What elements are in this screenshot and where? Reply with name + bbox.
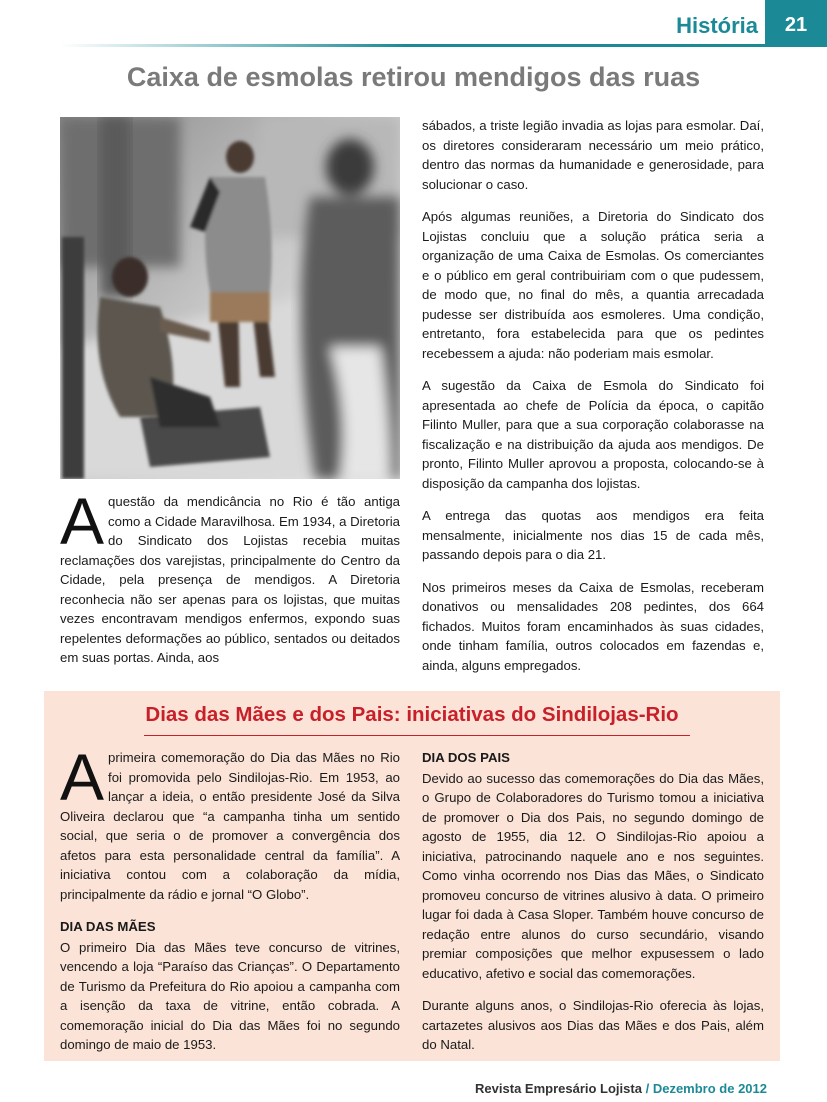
paragraph: Após algumas reuniões, a Diretoria do Sindicato dos Lojistas concluiu que a solução prática seria a organização de uma Caixa de Esmolas. Os comerciantes e o público em geral contribuiriam com o que pudessem, de modo que, no final do mês, a quantia arrecadada pudesse ser distribuída aos esmoleres. Uma condição, entretanto, fora estabelecida para que os pedintes recebessem a ajuda: não poderiam mais esmolar. xyxy=(422,209,764,361)
publication-name: Revista Empresário Lojista xyxy=(475,1081,642,1096)
header-rule xyxy=(60,44,827,47)
article-right-column xyxy=(422,116,764,688)
box-intro xyxy=(60,740,400,904)
maes-heading: DIA DAS MÃES xyxy=(60,919,156,934)
pais-heading: DIA DOS PAIS xyxy=(422,750,510,765)
paragraph: Nos primeiros meses da Caixa de Esmolas, receberam donativos ou mensalidades 208 pedintes, dos 664 fichados. Muitos foram encaminhados às suas cidades, onde tinham família, outros colocados em fazendas e, ainda, alguns empregados. xyxy=(422,579,764,673)
footer xyxy=(475,1081,767,1096)
issue-date: Dezembro de 2012 xyxy=(652,1081,767,1096)
paragraph: A entrega das quotas aos mendigos era feita mensalmente, inicialmente nos dias 15 de cada mês, passando depois para o dia 21. xyxy=(422,508,764,562)
article-photo xyxy=(60,117,400,479)
maes-text: O primeiro Dia das Mães teve concurso de vitrines, vencendo a loja “Paraíso das Crianças”. O Departamento de Turismo da Prefeitura do Rio apoiou a campanha com a isenção da taxa de vitrine, então cobrada. A comemoração inicial do Dia das Mães foi no segundo domingo de maio de 1953. xyxy=(60,939,400,1052)
footer-separator: / xyxy=(645,1081,650,1096)
section-label: História xyxy=(676,13,758,38)
box-title: Dias das Mães e dos Pais: iniciativas do Sindilojas-Rio xyxy=(145,703,679,726)
intro-text: questão da mendicância no Rio é tão antiga como a Cidade Maravilhosa. Em 1934, a Diretoria do Sindicato dos Lojistas recebia muitas reclamações dos varejistas, principalmente do Centro da Cidade, pela presença de mendigos. A Diretoria reconhecia não ser apenas para os lojistas, que muitas vezes encontravam mendigos enfermos, expondo suas repelentes deformações ao público, sentados ou deitados em suas portas. Ainda, aos xyxy=(60,494,400,665)
article-title: Caixa de esmolas retirou mendigos das ruas xyxy=(126,62,701,92)
dropcap: A xyxy=(60,740,105,814)
dropcap: A xyxy=(60,484,105,558)
article-intro xyxy=(60,484,400,668)
beggar-street-photo xyxy=(60,117,400,479)
pais-text: Devido ao sucesso das comemorações do Dia das Mães, o Grupo de Colaboradores do Turismo tomou a iniciativa de promover o Dia dos Pais, no segundo domingo de agosto de 1955, dia 12. O Sindilojas-Rio apoiou a iniciativa, patrocinando naquele ano e nos seguintes. Como vinha ocorrendo nos Dias das Mães, o Sindicato promoveu concurso de vitrines alusivo à data. O primeiro lugar foi dada à Casa Sloper. Também houve concurso de redação entre alunos do curso secundário, visando premiar composições que melhor expusessem o lado educativo, afetivo e social das comemorações. xyxy=(422,770,764,981)
paragraph: A sugestão da Caixa de Esmola do Sindicato foi apresentada ao chefe de Polícia da época, o capitão Filinto Muller, para que a sua corporação colaborasse na fiscalização e na distribuição da ajuda aos mendigos. De pronto, Filinto Muller aprovou a proposta, colocando-se à disposição da campanha dos lojistas. xyxy=(422,378,764,491)
page-number: 21 xyxy=(765,0,827,44)
paragraph: sábados, a triste legião invadia as lojas para esmolar. Daí, os diretores consideraram necessário um meio prático, dentro das normas da humanidade e generosidade, para solucionar o caso. xyxy=(422,118,764,192)
box-left-column xyxy=(60,740,400,1068)
box-title-rule xyxy=(144,735,690,736)
box-right-column xyxy=(422,748,764,1068)
box-intro-text: primeira comemoração do Dia das Mães no Rio foi promovida pelo Sindilojas-Rio. Em 1953, ao lançar a ideia, o então presidente José da Silva Oliveira declarou que “a campanha tinha um sentido social, que seria o de promover a convergência dos afetos para esta personalidade central da família”. A iniciativa contou com a colaboração da mídia, principalmente da rádio e jornal “O Globo”. xyxy=(60,750,400,902)
closing-text: Durante alguns anos, o Sindilojas-Rio oferecia às lojas, cartazetes alusivos aos Dias das Mães e dos Pais, além do Natal. xyxy=(422,998,764,1052)
